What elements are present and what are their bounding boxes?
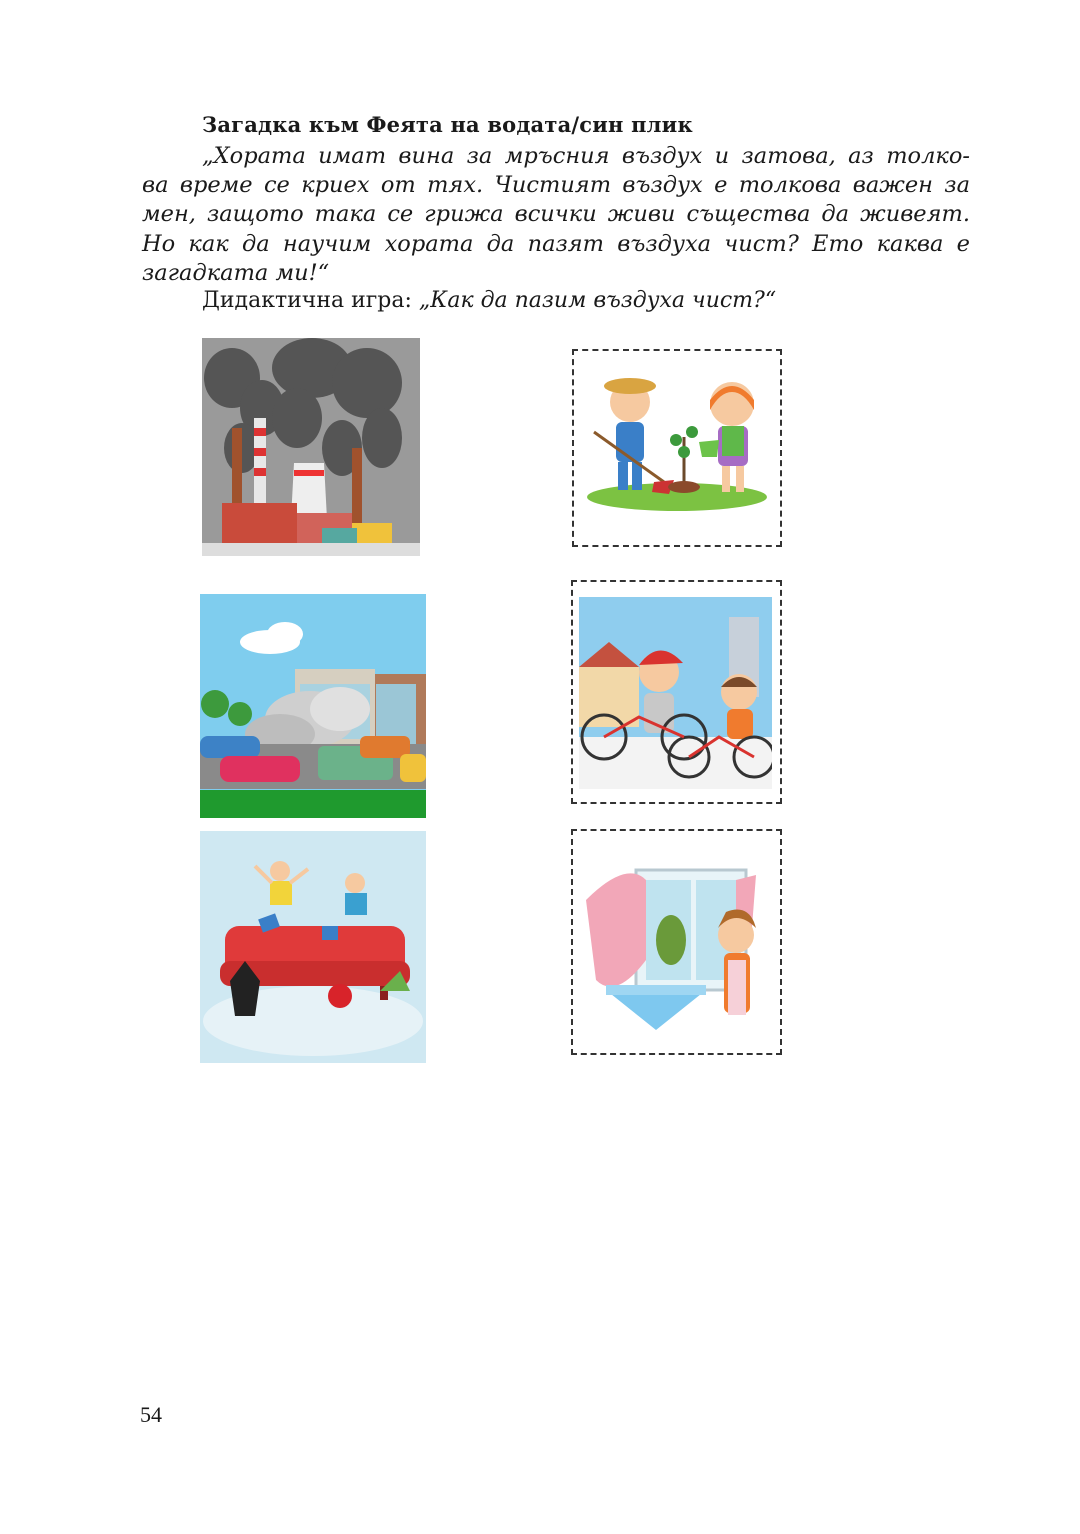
riddle-heading: Загадка към Феята на водата/син плик xyxy=(202,112,693,137)
traffic-smog-image xyxy=(200,594,426,818)
riddle-line: мен, защото така се грижа всички живи същества да живеят. xyxy=(142,201,970,228)
game-title: „Как да пазим въздуха чист?“ xyxy=(418,288,777,313)
didactic-game-line xyxy=(202,288,776,313)
riddle-line: Но как да научим хората да пазят въздуха чист? Ето каква е xyxy=(142,230,970,257)
children-planting-tree-image xyxy=(584,362,770,512)
children-cycling-image xyxy=(579,597,772,789)
game-label: Дидактична игра: xyxy=(202,288,419,313)
riddle-line: „Хората имат вина за мръсния въздух и затова, аз толко- xyxy=(202,143,970,169)
page-number: 54 xyxy=(140,1402,162,1427)
girl-opening-window-image xyxy=(586,860,770,1040)
riddle-line: ва време се криех от тях. Чистият въздух е толкова важен за xyxy=(142,172,970,199)
children-jumping-sofa-image xyxy=(200,831,426,1063)
riddle-line: загадката ми!“ xyxy=(142,259,330,286)
riddle-text xyxy=(142,142,970,288)
factory-smoke-image xyxy=(202,338,420,556)
